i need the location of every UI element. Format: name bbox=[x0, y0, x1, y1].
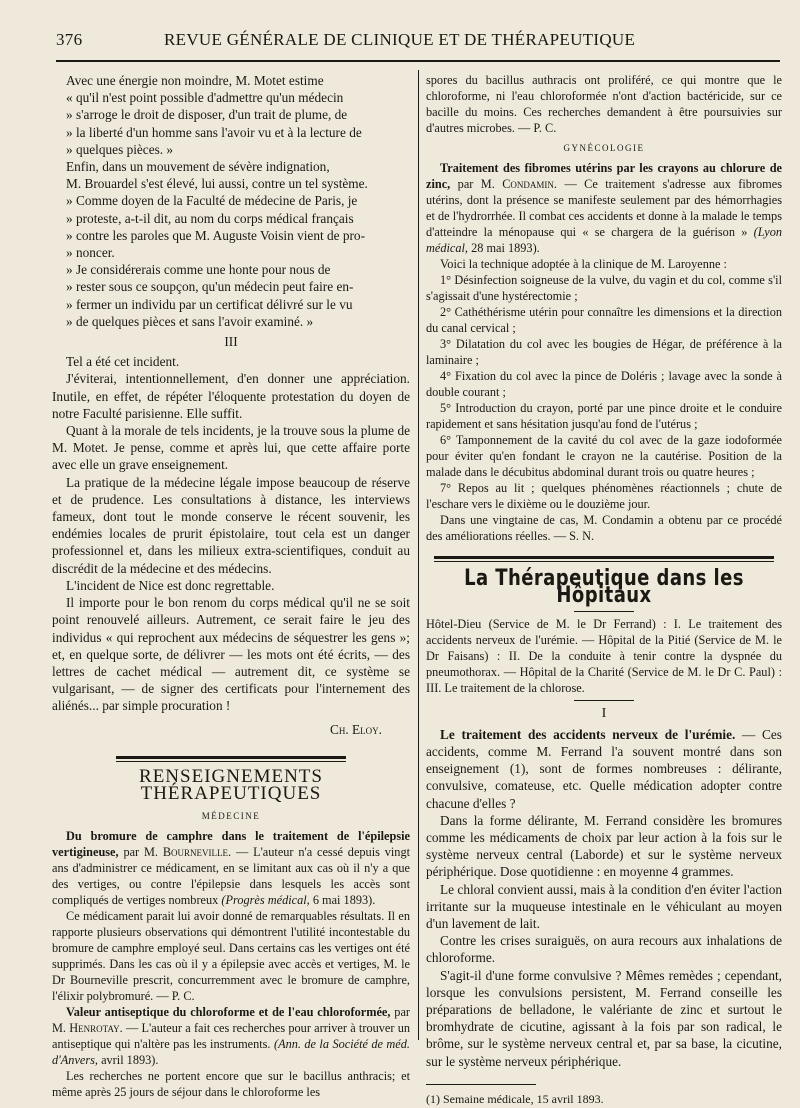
entry-date: avril 1893). bbox=[101, 1053, 159, 1068]
entry-title: Traitement des fibromes utérins par les crayons au chlorure de zinc, bbox=[426, 161, 782, 192]
entry-title: Le traitement des accidents nerveux de l'urémie. bbox=[440, 726, 736, 742]
signature: Ch. Eloy. bbox=[330, 721, 382, 737]
text-line: » quelques pièces. » bbox=[66, 141, 174, 157]
entry-author: Henrotay. bbox=[69, 1021, 123, 1036]
entry-date: 6 mai 1893). bbox=[312, 893, 376, 908]
technique-step: 4° Fixation du col avec la pince de Doléris ; lavage avec la sonde à double courant ; bbox=[426, 369, 782, 400]
text-line: » de quelques pièces et sans l'avoir examiné. » bbox=[66, 313, 314, 329]
section-rule bbox=[434, 556, 774, 562]
entry-date: 28 mai 1893). bbox=[471, 241, 540, 256]
entry-title: Du bromure de camphre dans le traitement de l'épilepsie vertigineuse, bbox=[52, 829, 410, 860]
paragraph: La pratique de la médecine légale impose beaucoup de réserve et de prudence. Les consultations à distance, les interviews fameux, dont tout le monde conserve le récent souvenir, les endémies locales de prurit épistolaire, tout cela est un danger professionnel et, dans les milieux extra-scientifiques, conduit au discrédit de la médecine et des médecins. bbox=[52, 474, 410, 576]
hospital-banner: La Thérapeutique dans les Hôpitaux bbox=[464, 566, 744, 609]
technique-step: 2° Cathéthérisme utérin pour connaître les dimensions et la direction du canal cervical ; bbox=[426, 305, 782, 336]
entry-text: — Ce traitement s'adresse aux fibromes utérins, dont la présence se manifeste seulement par des hémorrhagies et de l'hydrorrhée. Il combat ces accidents et donne à la malade le temps d'atteindre la ménopause qui « se chargera de la guérison » bbox=[426, 177, 782, 240]
paragraph: J'éviterai, intentionnellement, d'en donner une appréciation. Inutile, en effet, de répéter l'éloquente protestation du doyen de notre Faculté parisienne. Elle suffit. bbox=[52, 371, 410, 421]
header-rule bbox=[56, 60, 780, 62]
text-line: » Je considérerais comme une honte pour nous de bbox=[66, 262, 331, 278]
text-line: M. Brouardel s'est élevé, lui aussi, contre un tel système. bbox=[66, 176, 368, 192]
paragraph: Il importe pour le bon renom du corps médical qu'il ne se soit point renouvelé ailleurs. Autrement, ce serait faire le jeu des individus « qui reprochent aux médecins de séquestrer les gens »; et, en quelque sorte, de délivrer — les mots ont été écrits, — des lettres de cachet médical — autrement dit, ce système se vulgarisant, — de signer des certificats pour l'internement des aliénés... par simple procuration ! bbox=[52, 595, 410, 714]
entry-author: Bourneville. bbox=[162, 845, 232, 860]
author-prefix: par M. bbox=[52, 1005, 410, 1036]
paragraph-motet bbox=[52, 72, 410, 158]
entry-text: — L'auteur n'a cessé depuis vingt ans d'administrer ce médicament, en se limitant aux cas où il n'y a que des vertiges, ou contre l'épilepsie dans lesquels les accès sont compliqués de vertiges nombreux bbox=[52, 845, 411, 908]
text-line: Avec une énergie non moindre, M. Motet estime bbox=[66, 73, 324, 88]
text-line: Enfin, dans un mouvement de sévère indignation, bbox=[66, 159, 330, 175]
hospitals-summary: Hôtel-Dieu (Service de M. le Dr Ferrand) : I. Le traitement des accidents nerveux de l'urémie. — Hôpital de la Pitié (Service de M. le Dr Faisans) : II. De la conduite à tenir contre la dyspnée du pneumothorax. — Hôpital de la Charité (Service de M. le Dr C. Paul) : III. Le traitement de la chlorose. bbox=[426, 616, 782, 695]
category-heading: MÉDECINE bbox=[201, 811, 261, 822]
category-heading: GYNÉCOLOGIE bbox=[563, 143, 645, 153]
technique-step: 3° Dilatation du col avec les bougies de Hégar, de préférence à la laminaire ; bbox=[426, 337, 782, 368]
entry-text: — L'auteur a fait ces recherches pour arriver à trouver un antiseptique qui n'altère pas les instruments. bbox=[52, 1021, 410, 1052]
text-line: » proteste, a-t-il dit, au nom du corps médical français bbox=[66, 210, 354, 226]
paragraph: S'agit-il d'une forme convulsive ? Mêmes remèdes ; cependant, lorsque les convulsions persistent, M. Ferrand conseille les préparations de belladone, le valériante de zinc et surtout le bromhydrate de cicutine, agissant à la fois par son radical, le brôme, sur le système nerveux central et, par sa base, la cicutine, sur le système nerveux périphérique. bbox=[426, 967, 782, 1069]
text-line: » fermer un individu par un certificat délivré sur le vu bbox=[66, 296, 353, 312]
paragraph: Voici la technique adoptée à la clinique de M. Laroyenne : bbox=[440, 257, 727, 272]
text-line: » contre les paroles que M. Auguste Voisin vient de pro- bbox=[66, 227, 366, 243]
paragraph: Quant à la morale de tels incidents, je la trouve sous la plume de M. Motet. Je pense, comme et après lui, que cette affaire porte avec elle un grave enseignement. bbox=[52, 423, 410, 473]
paragraph-brouardel bbox=[52, 158, 410, 261]
left-column bbox=[52, 72, 410, 1100]
technique-step: 7° Repos au lit ; quelques phénomènes réactionnels ; chute de l'eschare vers le dixième ou le douzième jour. bbox=[426, 481, 782, 512]
technique-step: 6° Tamponnement de la cavité du col avec de la gaze iodoformée pour éviter qu'en fondant le crayon ne la cautérise. Position de la malade dans le décubitus abdominal durant trois ou quatre heures ; bbox=[426, 433, 782, 480]
entry-uremie bbox=[426, 726, 782, 812]
author-prefix: par M. bbox=[457, 177, 495, 192]
paragraph: Dans une vingtaine de cas, M. Condamin a obtenu par ce procédé des améliorations réelles. — S. N. bbox=[426, 513, 782, 544]
text-line: » s'arroge le droit de disposer, d'un trait de plume, de bbox=[66, 107, 348, 123]
text-line: » noncer. bbox=[66, 245, 115, 261]
banner-rule bbox=[574, 611, 634, 612]
text-line: » Comme doyen de la Faculté de médecine de Paris, je bbox=[66, 193, 358, 209]
text-line: « qu'il n'est point possible d'admettre qu'un médecin bbox=[66, 90, 344, 106]
paragraph: Tel a été cet incident. bbox=[66, 354, 180, 370]
section-rule bbox=[116, 756, 346, 762]
footnote-rule bbox=[426, 1084, 536, 1085]
paragraph: Dans la forme délirante, M. Ferrand considère les bromures comme les médicaments de choix par leur action à la fois sur le système nerveux central (Laborde) et sur le système nerveux périphérique. Dose quotidienne : en moyenne 4 grammes. bbox=[426, 812, 782, 880]
entry-fibromes bbox=[426, 160, 782, 256]
paragraph: L'incident de Nice est donc regrettable. bbox=[66, 577, 275, 593]
journal-title: REVUE GÉNÉRALE DE CLINIQUE ET DE THÉRAPEUTIQUE bbox=[164, 30, 636, 49]
entry-text: — Ces accidents, comme M. Ferrand l'a souvent montré dans son enseignement (1), sont de formes nombreuses : délirante, convulsive, comateuse, etc. Quelle médication adopter contre chacune d'elles ? bbox=[426, 726, 782, 811]
paragraph-quote bbox=[52, 261, 410, 330]
paragraph: spores du bacillus authracis ont proliféré, ce qui montre que le chloroforme, ni l'eau chloroformée n'ont d'action bactéricide, sur ce bacille du moins. Ces recherches demandent à être poursuivies sur d'autres microbes. — P. C. bbox=[426, 73, 782, 135]
entry-reference: (Progrès médical, bbox=[221, 893, 310, 908]
right-column bbox=[426, 72, 782, 1108]
section-number: I bbox=[601, 705, 607, 721]
text-line: » la liberté d'un homme sans l'avoir vu et à la lecture de bbox=[66, 124, 362, 140]
text-line: » rester sous ce soupçon, qu'un médecin peut faire en- bbox=[66, 279, 354, 295]
page-header bbox=[56, 28, 780, 52]
entry-bromure bbox=[52, 828, 410, 908]
entry-title: Valeur antiseptique du chloroforme et de l'eau chloroformée, bbox=[66, 1005, 391, 1020]
column-divider bbox=[418, 70, 419, 1040]
author-prefix: par M. bbox=[123, 845, 158, 860]
section-number: III bbox=[224, 334, 238, 350]
paragraph: Les recherches ne portent encore que sur le bacillus anthracis; et même après 25 jours de séjour dans le chloroforme les bbox=[52, 1069, 410, 1100]
section-title: RENSEIGNEMENTS THÉRAPEUTIQUES bbox=[139, 765, 323, 804]
paragraph: Ce médicament parait lui avoir donné de remarquables résultats. Il en rapporte plusieurs observations qui démontrent l'utilité incontestable du bromure de camphre employé seul. Dans certains cas les vertiges ont été supprimés. Dans les cas où il y a épilepsie avec accès et vertiges, M. le Dr Bourneville prescrit, concurremment avec le bromure de camphre, l'élixir polybromuré. — P. C. bbox=[52, 909, 410, 1004]
footnote: (1) Semaine médicale, 15 avril 1893. bbox=[426, 1091, 604, 1106]
technique-step: 5° Introduction du crayon, porté par une pince droite et le conduire rapidement et sans hésitation jusqu'au fond de l'utérus ; bbox=[426, 401, 782, 432]
paragraph: Contre les crises suraiguës, on aura recours aux inhalations de chloroforme. bbox=[426, 933, 782, 966]
entry-reference: (Ann. de la Société de méd. d'Anvers, bbox=[52, 1037, 410, 1068]
technique-step: 1° Désinfection soigneuse de la vulve, du vagin et du col, comme s'il s'agissait d'une hystérectomie ; bbox=[426, 273, 782, 304]
entry-chloroforme bbox=[52, 1004, 410, 1068]
paragraph: Le chloral convient aussi, mais à la condition d'en éviter l'action irritante sur la muqueuse intestinale en le véhiculant au moyen d'un lavement de lait. bbox=[426, 881, 782, 932]
page-number: 376 bbox=[56, 30, 83, 49]
summary-rule bbox=[574, 700, 634, 701]
entry-reference: (Lyon médical, bbox=[426, 225, 782, 256]
entry-author: Condamin. bbox=[502, 177, 558, 192]
